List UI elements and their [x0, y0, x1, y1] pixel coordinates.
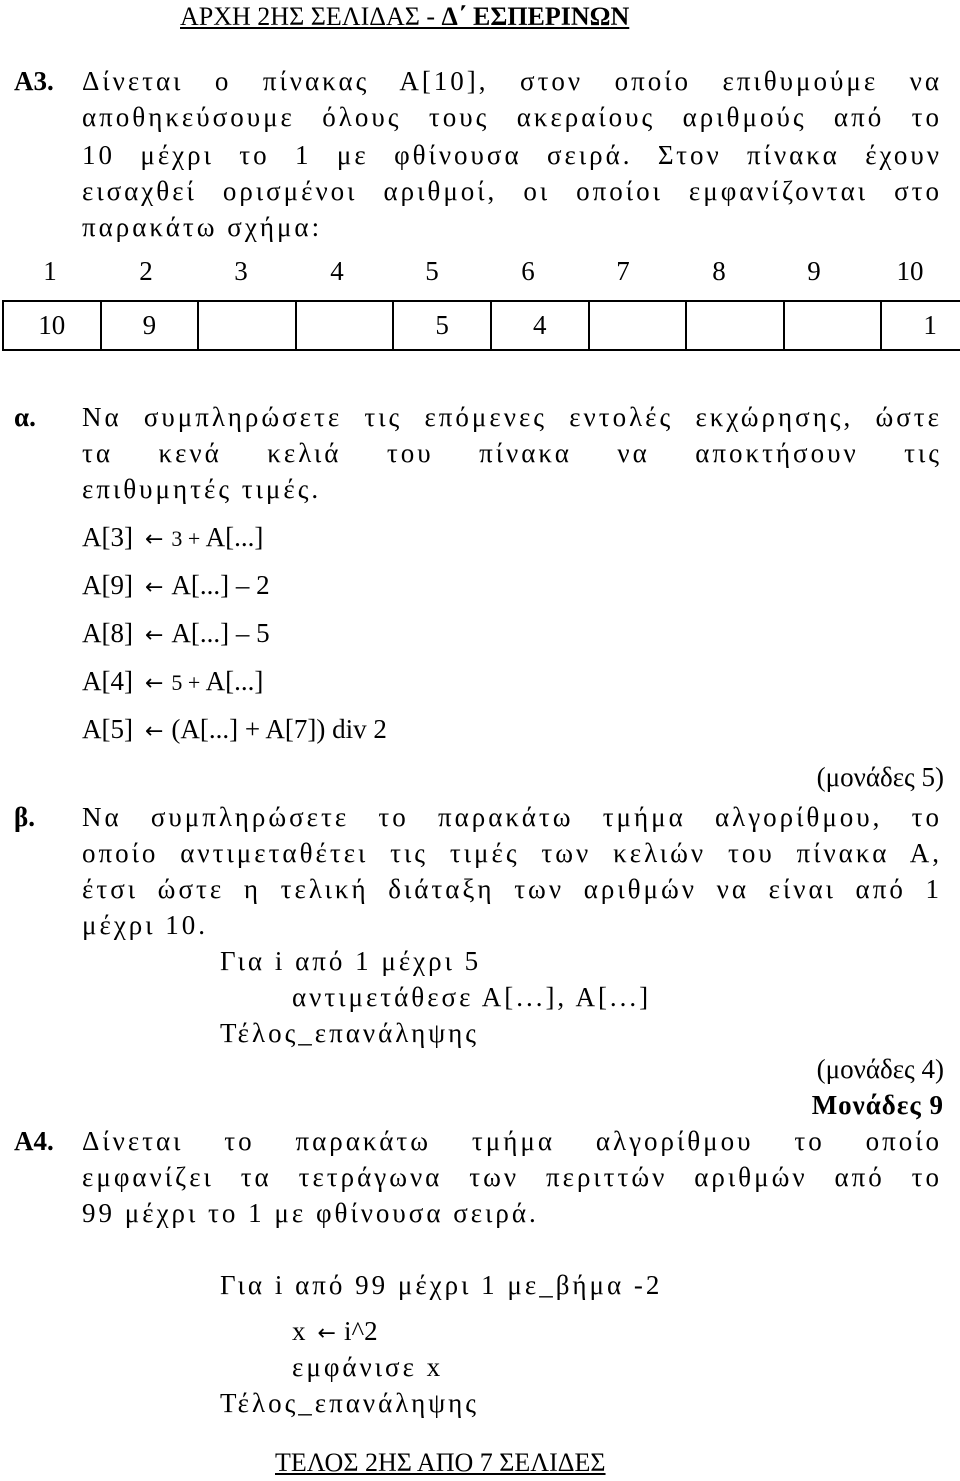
part-a-line-1: Να συμπληρώσετε τις επόμενες εντολές εκχώρησης, ώστε [82, 402, 942, 432]
assignment-statement [82, 666, 263, 697]
statement-rhs: (Α[...] + Α[7]) div 2 [171, 714, 387, 744]
part-b-line-1: Να συμπληρώσετε το παρακάτω τμήμα αλγορίθμου, το [82, 802, 942, 832]
left-arrow-icon: ← [144, 671, 164, 696]
algorithm-line: εμφάνισε x [292, 1352, 444, 1382]
algorithm-assignment [292, 1316, 378, 1347]
array-index: 5 [425, 256, 439, 286]
statement-lhs: Α[9] [82, 570, 133, 600]
page-footer: ΤΕΛΟΣ 2ΗΣ ΑΠΟ 7 ΣΕΛΙΔΕΣ [275, 1448, 606, 1477]
a3-line-2: αποθηκεύσουμε όλους τους ακεραίους αριθμούς από το [82, 102, 942, 132]
statement-small: 5 + [171, 670, 201, 695]
left-arrow-icon: ← [144, 527, 164, 552]
question-a4-label: Α4. [14, 1126, 54, 1156]
statement-lhs: Α[8] [82, 618, 133, 648]
algorithm-line: Τέλος_επανάληψης [220, 1388, 479, 1418]
a3-line-1: Δίνεται ο πίνακας Α[10], στον οποίο επιθυμούμε να [82, 66, 942, 96]
statement-rhs: Α[...] [200, 522, 264, 552]
array-index: 8 [712, 256, 726, 286]
a4-line-1: Δίνεται το παρακάτω τμήμα αλγορίθμου το οποίο [82, 1126, 942, 1156]
statement-rhs: Α[...] – 2 [171, 570, 270, 600]
assignment-statement [82, 714, 387, 745]
algorithm-line: Τέλος_επανάληψης [220, 1018, 479, 1048]
array-cell: 1 [881, 301, 960, 350]
part-b-label: β. [14, 802, 35, 832]
a4-line-3: 99 μέχρι το 1 με φθίνουσα σειρά. [82, 1198, 539, 1228]
assign-rhs: i^2 [343, 1316, 378, 1346]
array-index: 2 [139, 256, 153, 286]
statement-lhs: Α[3] [82, 522, 133, 552]
algorithm-line: Για i από 1 μέχρι 5 [220, 946, 482, 976]
array-table [2, 300, 960, 351]
a3-line-3: 10 μέχρι το 1 με φθίνουσα σειρά. Στον πίνακα έχουν [82, 140, 942, 170]
header-bold-text: Δ΄ ΕΣΠΕΡΙΝΩΝ [441, 2, 630, 31]
part-a-marks: (μονάδες 5) [816, 762, 944, 792]
assignment-statement [82, 522, 263, 553]
part-a-line-2: τα κενά κελιά του πίνακα να αποκτήσουν τις [82, 438, 942, 468]
part-b-line-2: οποίο αντιμεταθέτει τις τιμές των κελιών του πίνακα Α, [82, 838, 942, 868]
left-arrow-icon: ← [317, 1321, 336, 1346]
array-cell [589, 301, 687, 350]
array-cell [784, 301, 882, 350]
array-cell: 5 [393, 301, 491, 350]
array-index: 10 [896, 256, 924, 286]
left-arrow-icon: ← [144, 623, 164, 648]
array-cell [686, 301, 784, 350]
assignment-statement [82, 618, 270, 649]
array-cell [296, 301, 394, 350]
array-index: 6 [521, 256, 535, 286]
page-header [180, 2, 629, 32]
part-b-line-3: έτσι ώστε η τελική διάταξη των αριθμών να είναι από 1 [82, 874, 942, 904]
part-a-line-3: επιθυμητές τιμές. [82, 474, 322, 504]
array-index: 4 [330, 256, 344, 286]
part-b-marks: (μονάδες 4) [816, 1054, 944, 1084]
a3-line-4: εισαχθεί ορισμένοι αριθμοί, οι οποίοι εμφανίζονται στο [82, 176, 942, 206]
left-arrow-icon: ← [144, 575, 164, 600]
statement-lhs: Α[5] [82, 714, 133, 744]
a4-line-2: εμφανίζει τα τετράγωνα των περιττών αριθμών από το [82, 1162, 942, 1192]
algorithm-line: αντιμετάθεσε Α[...], Α[...] [292, 982, 652, 1012]
array-cell: 4 [491, 301, 589, 350]
array-cell: 9 [101, 301, 199, 350]
total-marks: Μονάδες 9 [811, 1090, 944, 1120]
array-cell [198, 301, 296, 350]
assign-lhs: x [292, 1316, 306, 1346]
statement-rhs: Α[...] [200, 666, 264, 696]
part-a-label: α. [14, 402, 36, 432]
statement-rhs: Α[...] – 5 [171, 618, 270, 648]
part-b-line-4: μέχρι 10. [82, 910, 209, 940]
array-index: 1 [43, 256, 57, 286]
assignment-statement [82, 570, 270, 601]
array-index: 3 [234, 256, 248, 286]
question-a3-label: Α3. [14, 66, 54, 96]
a3-line-5: παρακάτω σχήμα: [82, 212, 323, 242]
left-arrow-icon: ← [144, 719, 164, 744]
array-index: 9 [807, 256, 821, 286]
statement-lhs: Α[4] [82, 666, 133, 696]
array-cell: 10 [3, 301, 101, 350]
array-index: 7 [616, 256, 630, 286]
array-row [3, 301, 960, 350]
algorithm-line: Για i από 99 μέχρι 1 με_βήμα -2 [220, 1270, 663, 1300]
statement-small: 3 + [171, 526, 201, 551]
header-text: ΑΡΧΗ 2ΗΣ ΣΕΛΙΔΑΣ - [180, 2, 442, 31]
